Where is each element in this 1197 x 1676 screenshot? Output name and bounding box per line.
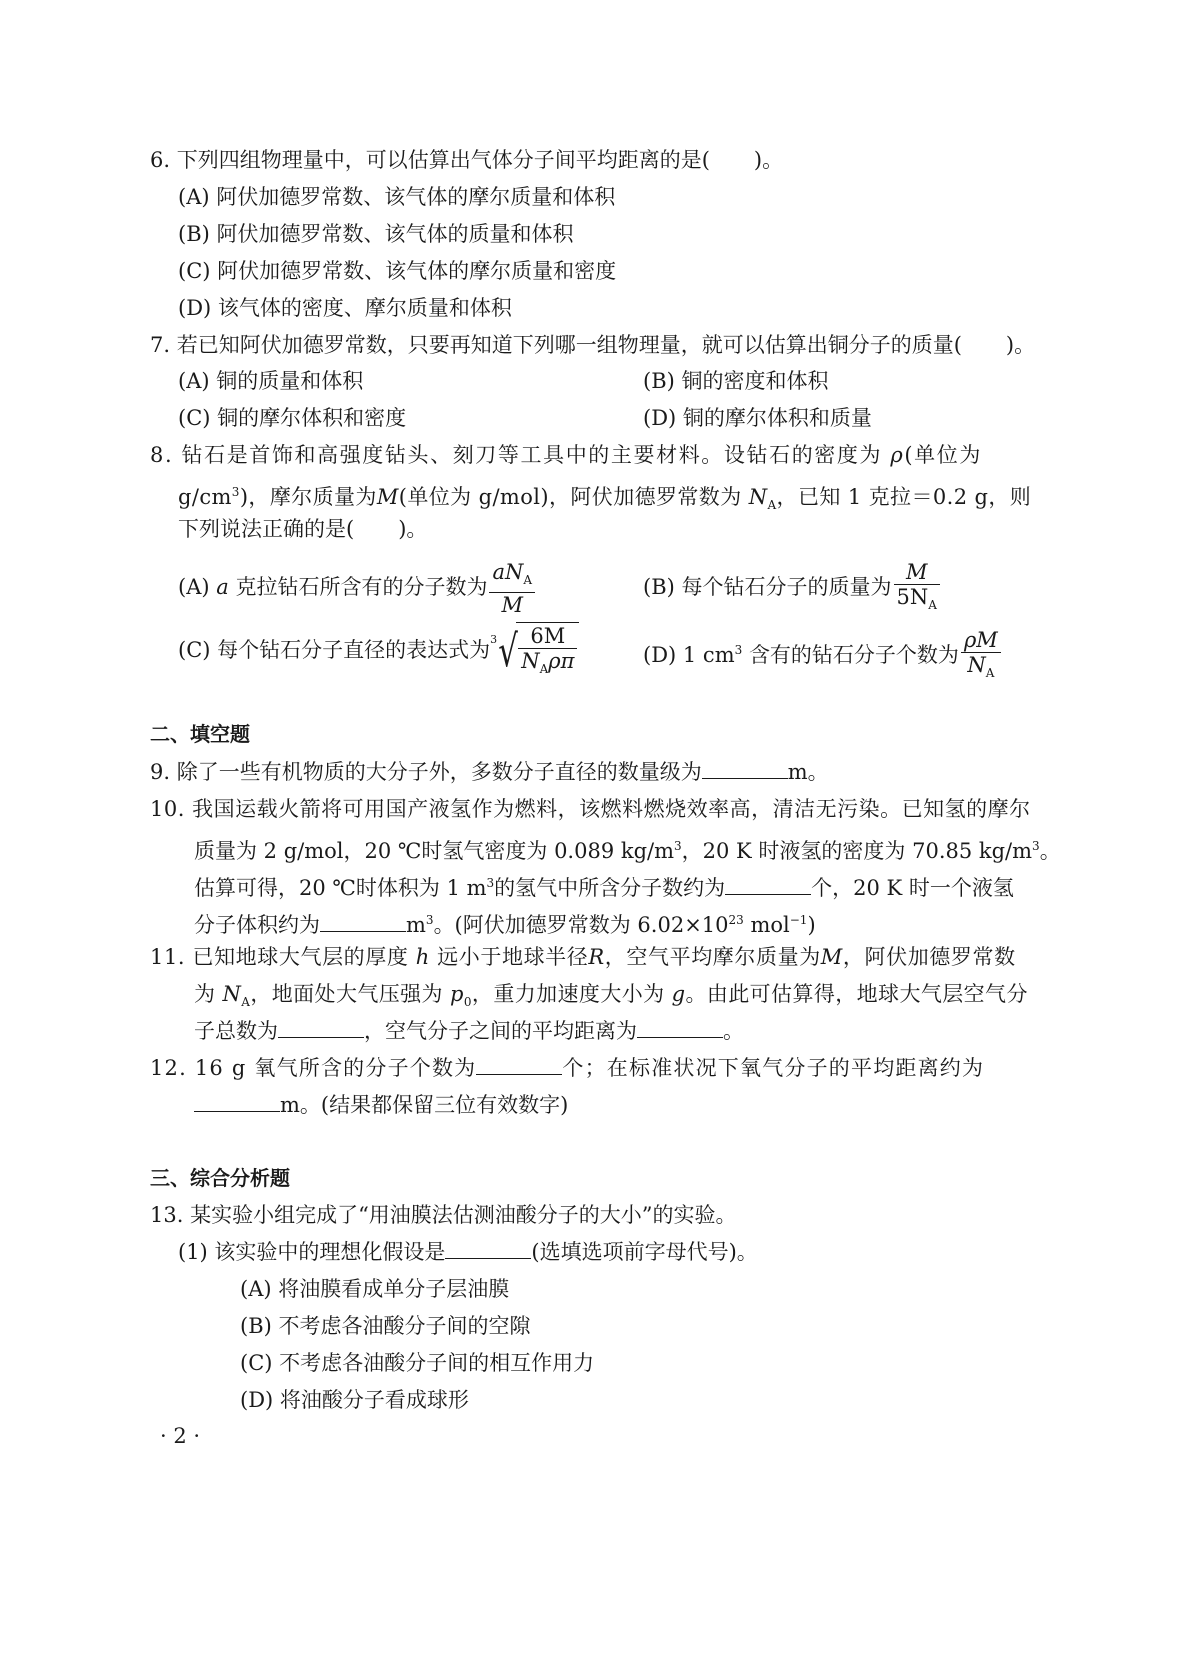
q8-stem-line2: $g/cm^3$)，摩尔质量为M(单位为 g/mol)，阿伏加德罗常数为 $N_A$，已知 1 克拉＝0.2 g，则 [178,485,1032,513]
q13-answer-blank[interactable] [445,1238,531,1259]
q8-option-d: (D) 1 $cm^3$ 含有的钻石分子个数为 $\frac{\rho M}{N_A}$ [643,622,1003,685]
q7-option-c: (C) 铜的摩尔体积和密度 [178,406,407,430]
q8-stem-line1: 8. 钻石是首饰和高强度钻头、刻刀等工具中的主要材料。设钻石的密度为 ρ(单位为 [150,443,982,467]
q9-answer-blank[interactable] [702,758,788,779]
q7-option-b: (B) 铜的密度和体积 [643,369,829,393]
q6-stem: 6. 下列四组物理量中，可以估算出气体分子间平均距离的是( )。 [150,148,784,172]
q10-line3: 估算可得，20 ℃时体积为 1 $m^3$的氢气中所含分子数约为 个，20 K 时一个液氢 [194,876,1014,900]
q6-option-a: (A) 阿伏加德罗常数、该气体的摩尔质量和体积 [178,185,616,209]
q8-option-a: (A) a 克拉钻石所含有的分子数为 $\frac{aN_A}{M}$ [178,560,537,617]
q11-line3: 子总数为 ，空气分子之间的平均距离为 。 [194,1019,744,1043]
q11-answer-blank-2[interactable] [637,1017,723,1038]
q8-option-b: (B) 每个钻石分子的质量为 $\frac{M}{5N_A}$ [643,560,942,617]
q6-option-c: (C) 阿伏加德罗常数、该气体的摩尔质量和密度 [178,259,617,283]
q11-line1: 11. 已知地球大气层的厚度 h 远小于地球半径R，空气平均摩尔质量为M，阿伏加德罗常数 [150,945,1016,969]
q10-line4: 分子体积约为 $m^3$。(阿伏加德罗常数为 $6.02\times 10^{23}$ mol$^{-1}$) [194,913,816,937]
q13-option-d: (D) 将油酸分子看成球形 [240,1388,469,1412]
q12-answer-blank-1[interactable] [476,1054,562,1075]
page-number: · 2 · [160,1424,201,1448]
q10-answer-blank-1[interactable] [725,874,811,895]
q7-option-a: (A) 铜的质量和体积 [178,369,364,393]
q13-sub1: (1) 该实验中的理想化假设是 (选填选项前字母代号)。 [178,1240,758,1264]
q6-option-b: (B) 阿伏加德罗常数、该气体的质量和体积 [178,222,574,246]
q8-option-c: (C) 每个钻石分子直径的表达式为 3 √ $\frac{6M}{N_A\rho\pi}$ [178,622,579,681]
q12-line2: m。(结果都保留三位有效数字) [194,1091,568,1119]
q8-option-d-fraction: $\frac{\rho M}{N_A}$ [961,628,1001,685]
q13-option-c: (C) 不考虑各油酸分子间的相互作用力 [240,1351,595,1375]
q13-option-b: (B) 不考虑各油酸分子间的空隙 [240,1314,531,1338]
q8-option-a-fraction: $\frac{aN_A}{M}$ [489,560,535,617]
q13-option-a: (A) 将油膜看成单分子层油膜 [240,1277,510,1301]
q7-stem: 7. 若已知阿伏加德罗常数，只要再知道下列哪一组物理量，就可以估算出铜分子的质量( )。 [150,333,1036,357]
q13-stem: 13. 某实验小组完成了“用油膜法估测油酸分子的大小”的实验。 [150,1203,737,1227]
q8-option-c-cube-root: 3 √ $\frac{6M}{N_A\rho\pi}$ [494,622,579,681]
q10-answer-blank-2[interactable] [320,911,406,932]
q8-stem-line3: 下列说法正确的是( )。 [178,517,428,541]
q9: 9. 除了一些有机物质的大分子外，多数分子直径的数量级为 m。 [150,760,829,784]
q6-option-d: (D) 该气体的密度、摩尔质量和体积 [178,296,512,320]
q7-option-d: (D) 铜的摩尔体积和质量 [643,406,872,430]
q12-answer-blank-2[interactable] [194,1091,280,1112]
q8-option-b-fraction: $\frac{M}{5N_A}$ [894,560,940,617]
q10-line2: 质量为 2 g/mol，20 ℃时氢气密度为 0.089 $kg/m^3$，20 K 时液氢的密度为 70.85 $kg/m^3$。 [194,839,1061,863]
section-fill-in-title: 二、填空题 [150,722,250,746]
q12-line1: 12. 16 g 氧气所含的分子个数为 个；在标准状况下氧气分子的平均距离约为 [150,1056,985,1080]
q10-line1: 10. 我国运载火箭将可用国产液氢作为燃料，该燃料燃烧效率高，清洁无污染。已知氢的摩尔 [150,797,1031,821]
section-analysis-title: 三、综合分析题 [150,1166,290,1190]
q11-answer-blank-1[interactable] [278,1017,364,1038]
q11-line2: 为 $N_A$，地面处大气压强为 $p_0$，重力加速度大小为 g。由此可估算得，地球大气层空气分 [194,982,1028,1010]
